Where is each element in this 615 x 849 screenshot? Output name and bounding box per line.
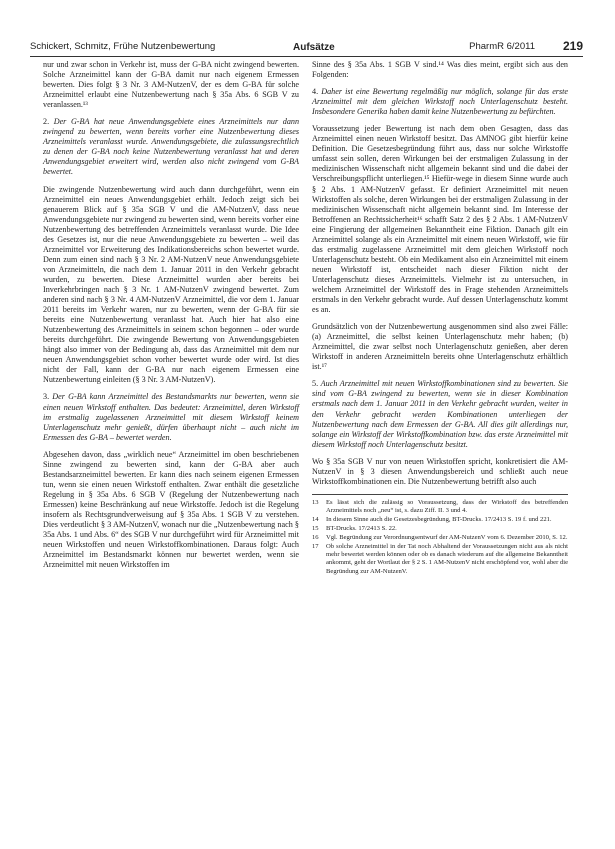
- thesis-number: 2.: [43, 117, 50, 127]
- body-paragraph: Grundsätzlich von der Nutzenbewertung ausgenommen sind also zwei Fälle: (a) Arzneimittel, die selbst keinen Unterlagenschutz mehr haben; (b) Arzneimittel, die zwar selbst noch Unterlagenschutz genießen, aber deren Wirkstoff in anderen Arzneimitteln bereits ohne Unterlagenschutz erhältlich ist.¹⁷: [312, 322, 568, 372]
- body-paragraph: Abgesehen davon, dass „wirklich neue“ Arzneimittel im oben beschriebenen Sinne zwingend zu bewerten sind, kann der G-BA aber auch Bestandsarzneimittel bewerten. Er kann dies nach seinem eigenen Ermessen tun, wenn sie einen neuen Wirkstoff enthalten. Zwar enthält die gesetzliche Regelung in § 35a Abs. 6 SGB V (Regelung der Nutzenbewertung nach Ermessen) keine Beschränkung auf neue Wirkstoffe. Jedoch ist die Regelung insofern als Rechtsgrundverweisung auf § 35a Abs. 1 SGB V zu verstehen. Dies verdeutlicht § 3 AM-NutzenV, wonach nur die „Nutzenbewertung nach § 35a Abs. 1 und Abs. 6“ des SGB V nur durchgeführt wird für Arzneimittel mit neuen Wirkstoffen und neuen Wirkstoffkombinationen. Daraus folgt: Auch Arzneimittel im Bestandsmarkt können nur bewertet werden, wenn sie Arzneimittel mit neuen Wirkstoffen im: [43, 449, 299, 570]
- footnote: [312, 525, 568, 533]
- footnote-number: 15: [312, 525, 319, 533]
- thesis-number: 5.: [312, 379, 319, 389]
- footnote-text: Ob solche Arzneimittel in der Tat noch Abhaltend der Voraussetzungen nicht aus als nicht mehr bewertet werden können oder ob es danach wiederum auf die allgemeine Bekanntheit ankommt, geht der Wortlaut der § 2 S. 1 AM-NutzenV nicht erschöpfend vor, wohl aber die Begründung zur AM-NutzenV.: [326, 543, 568, 575]
- thesis-text: Auch Arzneimittel mit neuen Wirkstoffkombinationen sind zu bewerten. Sie sind vom G-BA zwingend zu bewerten, wenn sie in dieser Kombination erstmals nach dem 1. Januar 2011 in den Verkehr gebracht wurden, weiter in den Verkehr gebracht werden Kombinationen unterliegen der Nutzenbewertung nach dem Ermessen der G-BA. All dies gilt allerdings nur, solange ein Wirkstoff der Wirkstoffkombination bzw. das erste Arzneimittel mit diesem Wirkstoff noch Unterlagenschutz besitzt.: [312, 379, 569, 449]
- footnote-number: 13: [312, 498, 319, 506]
- running-header: [30, 38, 583, 57]
- thesis-number: 3.: [43, 392, 50, 402]
- thesis-paragraph: [312, 379, 568, 449]
- footnotes: [312, 494, 568, 576]
- header-section: Aufsätze: [293, 42, 335, 53]
- header-authors: Schickert, Schmitz, Frühe Nutzenbewertung: [30, 41, 216, 52]
- footnote-text: BT-Drucks. 17/2413 S. 22.: [326, 525, 397, 533]
- left-column: [43, 60, 299, 577]
- footnote-number: 14: [312, 516, 319, 524]
- footnote-text: Vgl. Begründung zur Verordnungsentwurf der AM-NutzenV vom 6. Dezember 2010, S. 12.: [326, 534, 568, 542]
- thesis-paragraph: [43, 117, 299, 177]
- thesis-text: Der G-BA kann Arzneimittel des Bestandsmarkts nur bewerten, wenn sie einen neuen Wirkstoff enthalten. Das bedeutet: Arzneimittel, deren Wirkstoff im erstmalig zugelassenen Arzneimittel mit diesem Wirkstoff keinem Unterlagenschutz mehr genießt, dürfen überhaupt nicht – auch nicht im Ermessen des G-BA – bewertet werden.: [43, 392, 299, 442]
- footnote: [312, 516, 568, 524]
- body-paragraph: Voraussetzung jeder Bewertung ist nach dem oben Gesagten, dass das Arzneimittel einen neuen Wirkstoff besitzt. Das AMNOG gibt hierfür keine Definition. Die Gesetzesbegründung führt aus, dass nur solche Wirkstoffe umfasst sein sollen, deren Wirkungen bei der erstmaligen Zulassung in der medizinischen Wissenschaft nicht allgemein bekannt sind und die dabei der Verschreibungspflicht unterliegen.¹⁵ Hiefür-wege in diesem Sinne wurde auch § 2 Abs. 1 AM-NutzenV gefasst. Er definiert Arzneimittel mit neuen Wirkstoffen als solche, deren Wirkungen bei der erstmaligen Zulassung in der medizinischen Wissenschaft nicht allgemein bekannt sind. Im Interesse der Betroffenen an Rechtssicherheit¹⁶ schafft Satz 2 des § 2 Abs. 1 AM-NutzenV eine Fingierung der allgemeinen Bekanntheit eine Fiktion. Danach gilt ein Arzneimittel solange als ein Arzneimittel mit einem neuen Wirkstoff, wie für das erstmalig zugelassene Arzneimittel mit dem gleichen Wirkstoff noch Unterlagenschutz besteht. Ob ein Medikament also ein Arzneimittel mit einem neuen Wirkstoff ist, entscheidet nach dieser Fiktion nicht der Unterlagenschutz dieses Arzneimittels. Vielmehr ist zu untersuchen, in welchem Arzneimittel der Wirkstoff des in Frage stehenden Arzneimittels erstmals in den Verkehr gebracht wurde. Auf dessen Unterlagenschutz kommt es an.: [312, 124, 568, 315]
- header-page-number: 219: [562, 39, 583, 53]
- thesis-text: Daher ist eine Bewertung regelmäßig nur möglich, solange für das erste Arzneimittel mit dem gleichen Wirkstoff noch Unterlagenschutz besteht. Insbesondere Generika haben damit keine Nutzenbewertung zu befürchten.: [312, 87, 568, 117]
- footnote-number: 16: [312, 534, 319, 542]
- footnote: [312, 543, 568, 575]
- thesis-text: Der G-BA hat neue Anwendungsgebiete eines Arzneimittels nur dann zwingend zu bewerten, wenn bereits vorher eine Nutzenbewertung dieses Arzneimittels veranlasst wurde. Anwendungsgebiete, die zulassungsrechtlich zu denen der G-BA noch keine Nutzenbewertung veranlasst hat und deren Anwendungsgebiet erweitert wird, werden also nicht zwingend vom G-BA bewertet.: [43, 117, 300, 177]
- footnote-text: In diesem Sinne auch die Gesetzesbegründung, BT-Drucks. 17/2413 S. 19 f. und 221.: [326, 516, 552, 524]
- footnote-text: Es lässt sich die zulässig so Voraussetzung, dass der Wirkstoff des betreffenden Arzneimittels noch „neu“ ist, s. dazu Ziff. II. 3 und 4.: [326, 498, 568, 514]
- body-paragraph: Sinne des § 35a Abs. 1 SGB V sind.¹⁴ Was dies meint, ergibt sich aus den Folgenden:: [312, 60, 568, 80]
- body-paragraph: nur und zwar schon in Verkehr ist, muss der G-BA nicht zwingend bewerten. Solche Arzneimittel kann der G-BA damit nur nach eigenem Ermessen bewerten. Dies folgt § 3 Nr. 3 AM-NutzenV, der es dem G-BA für solche Arzneimittel erlaubt eine Nutzenbewertung nach § 35a Abs. 6 SGB V zu veranlassen.¹³: [43, 60, 299, 110]
- body-paragraph: Die zwingende Nutzenbewertung wird auch dann durchgeführt, wenn ein Arzneimittel ein neues Anwendungsgebiet erhält. Jedoch zeigt sich bei genauerem Blick auf § 35a SGB V und die AM-NutzenV, dass neue Anwendungsgebiete nur zwingend zu bewerten sind, wenn bereits vorher eine Nutzenbewertung des betreffenden Arzneimittels veranlasst wurde. Die Idee des Gesetzes ist, nur die neue Anwendungsgebiete zu bewerten – weil das Arzneimittel vor Erweiterung des Indikationsbereichs schon bewertet wurde. Denn zum einen sind nach § 3 Nr. 2 AM-NutzenV neue Anwendungsgebiete von Arzneimitteln, die nach dem 1. Januar 2011 in den Verkehr gebracht wurden, zu bewerten. Diese Arzneimittel wurden aber bereits bei Inverkehrbringen nach § 3 Nr. 1 AM-NutzenV zwingend bewertet. Zum anderen sind nach § 3 Nr. 4 AM-NutzenV Arzneimittel, die vor dem 1. Januar 2011 bereits im Verkehr waren, nur zu bewerten, wenn der G-BA für sie bereits eine Nutzenbewertung veranlasst hat. Auch hier hat also eine Nutzenbewertung des Arzneimittels in seinem schon begonnen – oder wurde bereits durchgeführt. Die zwingende Bewertung von Anwendungsgebieten hängt also immer von der Bedingung ab, dass das Arzneimittel mit dem nur neuen Anwendungsgebiet schon vorher bewertet wurde oder wird. Ist dies nicht der Fall, kann der G-BA nur nach eigenem Ermessen eine Nutzenbewertung einleiten (§ 3 Nr. 3 AM-NutzenV).: [43, 184, 299, 385]
- right-column: [312, 60, 568, 577]
- thesis-paragraph: [312, 87, 568, 117]
- body-paragraph: Wo § 35a SGB V nur von neuen Wirkstoffen spricht, konkretisiert die AM-NutzenV in § 3 diesen Anwendungsbereich und schließt auch neue Wirkstoffkombinationen ein. Die Nutzenbewertung betrifft also auch: [312, 456, 568, 486]
- footnote: [312, 534, 568, 542]
- footnote: [312, 499, 568, 515]
- thesis-number: 4.: [312, 87, 319, 97]
- thesis-paragraph: [43, 392, 299, 442]
- footnote-number: 17: [312, 543, 319, 551]
- header-journal: PharmR 6/2011: [469, 41, 535, 52]
